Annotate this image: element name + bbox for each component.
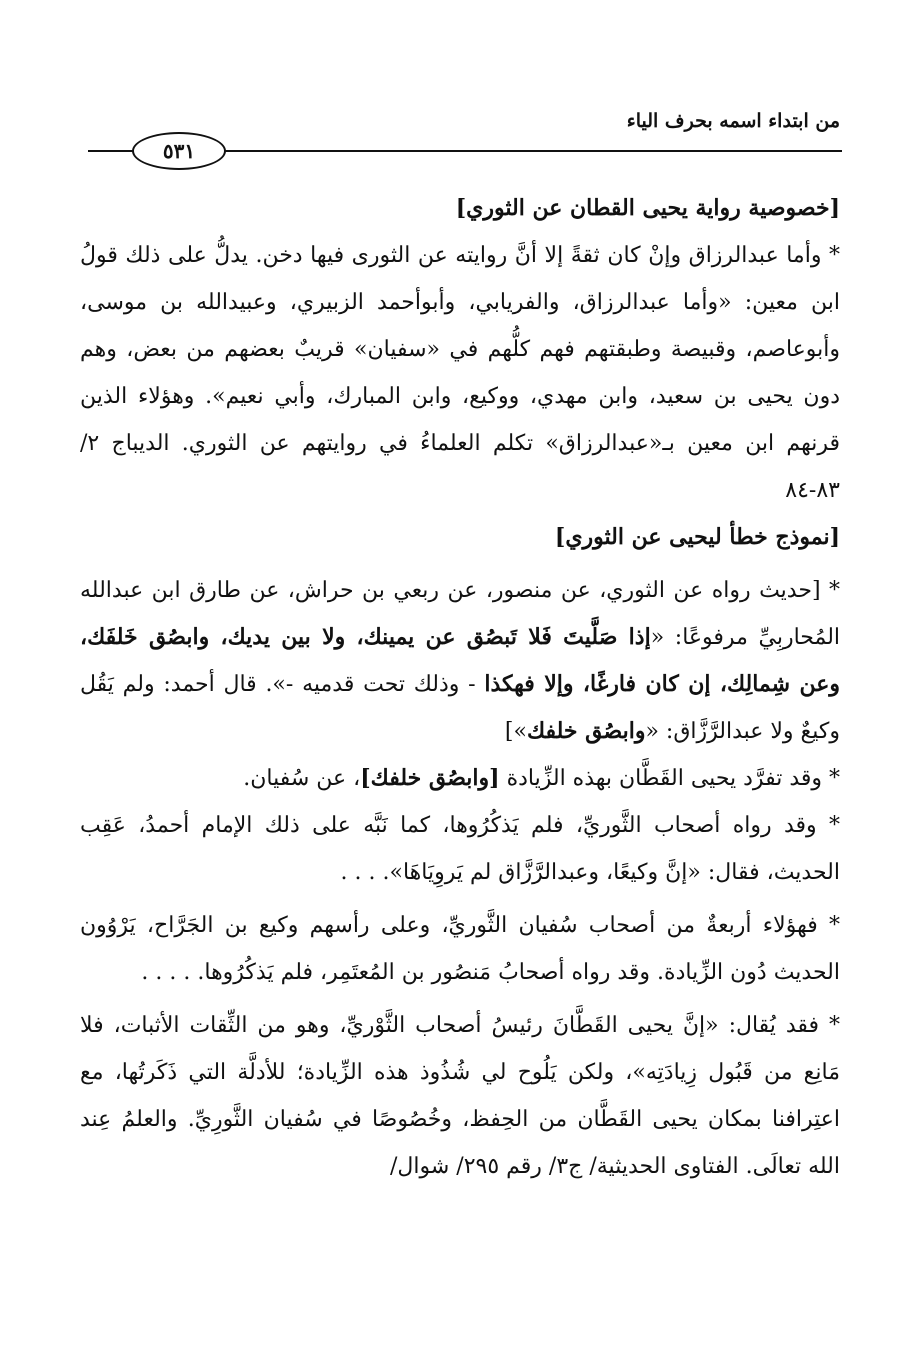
paragraph-1: * وأما عبدالرزاق وإنْ كان ثقةً إلا أنَّ روايته عن الثورى فيها دخن. يدلُّ على ذلك قولُ ابن معين: «وأما عبدالرزاق، والفريابي، وأبوأحمد الزبيري، وعبيدالله بن موسى، وأبوعاصم، وقبيصة وطبقتهم فهم كلُّهم في «سفيان» قريبٌ بعضهم من بعض، وهم دون يحيى بن سعيد، وابن مهدي، ووكيع، وابن المبارك، وأبي نعيم». وهؤلاء الذين قرنهم ابن معين بـ«عبدالرزاق» تكلم العلماءُ في روايتهم عن الثوري. الديباج ٢/ ٨٣-٨٤ [80,243,840,503]
paragraph-3-start: * وقد تفرَّد يحيى القَطَّان بهذه الزِّيادة [499,766,840,791]
hadith-addition: وابصُق خلفك [526,718,646,744]
hadith-text: إذا صَلَّيتَ فَلا تَبصُق عن يمينك، ولا بين يديك، وابصُق خَلفَك، وعن شِمالِك، إن كان فارغًا، وإلا فهكذا [80,624,840,697]
page-number: ٥٣١ [132,132,226,170]
paragraph-2-mid: - وذلك تحت قدميه -». قال أحمد: ولم يَقُل وكيعٌ ولا عبدالرَّزَّاق: « [80,672,840,744]
paragraph-2-end: »] [504,719,527,744]
paragraph-4: * وقد رواه أصحاب الثَّوريِّ، فلم يَذكُرُوها، كما نَبَّه على ذلك الإمام أحمدُ، عَقِب الحديث، فقال: «إنَّ وكيعًا، وعبدالرَّزَّاق لم يَروِيَاهَا». . . . [80,813,840,885]
section-heading-1: [خصوصية رواية يحيى القطان عن الثوري] [455,195,840,221]
paragraph-2 [80,567,840,755]
running-title: من ابتداء اسمه بحرف الياء [626,110,840,132]
paragraph-2-start: * [حديث رواه عن الثوري، عن منصور، عن ربعي بن حراش، عن طارق ابن عبدالله المُحاربِيِّ مرفوعًا: « [80,578,841,650]
paragraph-3 [80,755,840,802]
paragraph-5: * فهؤلاء أربعةٌ من أصحاب سُفيان الثَّوريِّ، وعلى رأسهم وكيع بن الجَرَّاح، يَرْوُون الحديث دُون الزِّيادة. وقد رواه أصحابُ مَنصُور بن المُعتَمِر، فلم يَذكُرُوها. . . . . [80,913,840,985]
paragraph-3-end: ، عن سُفيان. [243,766,361,791]
body-text [80,185,840,1190]
paragraph-6: * فقد يُقال: «إنَّ يحيى القَطَّانَ رئيسُ أصحاب الثَّوْريِّ، وهو من الثِّقات الأثبات، فلا مَانِع من قَبُول زِيادَتِه»، ولكن يَلُوح لي شُذُوذ هذه الزِّيادة؛ للأدلَّة التي ذَكَرتُها، مع اعتِرافنا بمكان يحيى القَطَّان من الحِفظ، وخُصُوصًا في سُفيان الثَّورِيِّ. والعلمُ عِند الله تعالَى. الفتاوى الحديثية/ ج٣/ رقم ٢٩٥/ شوال/ [80,1013,840,1179]
section-heading-2: [نموذج خطأ ليحيى عن الثوري] [554,524,840,550]
addition-phrase: [وابصُق خلفك] [360,765,500,791]
